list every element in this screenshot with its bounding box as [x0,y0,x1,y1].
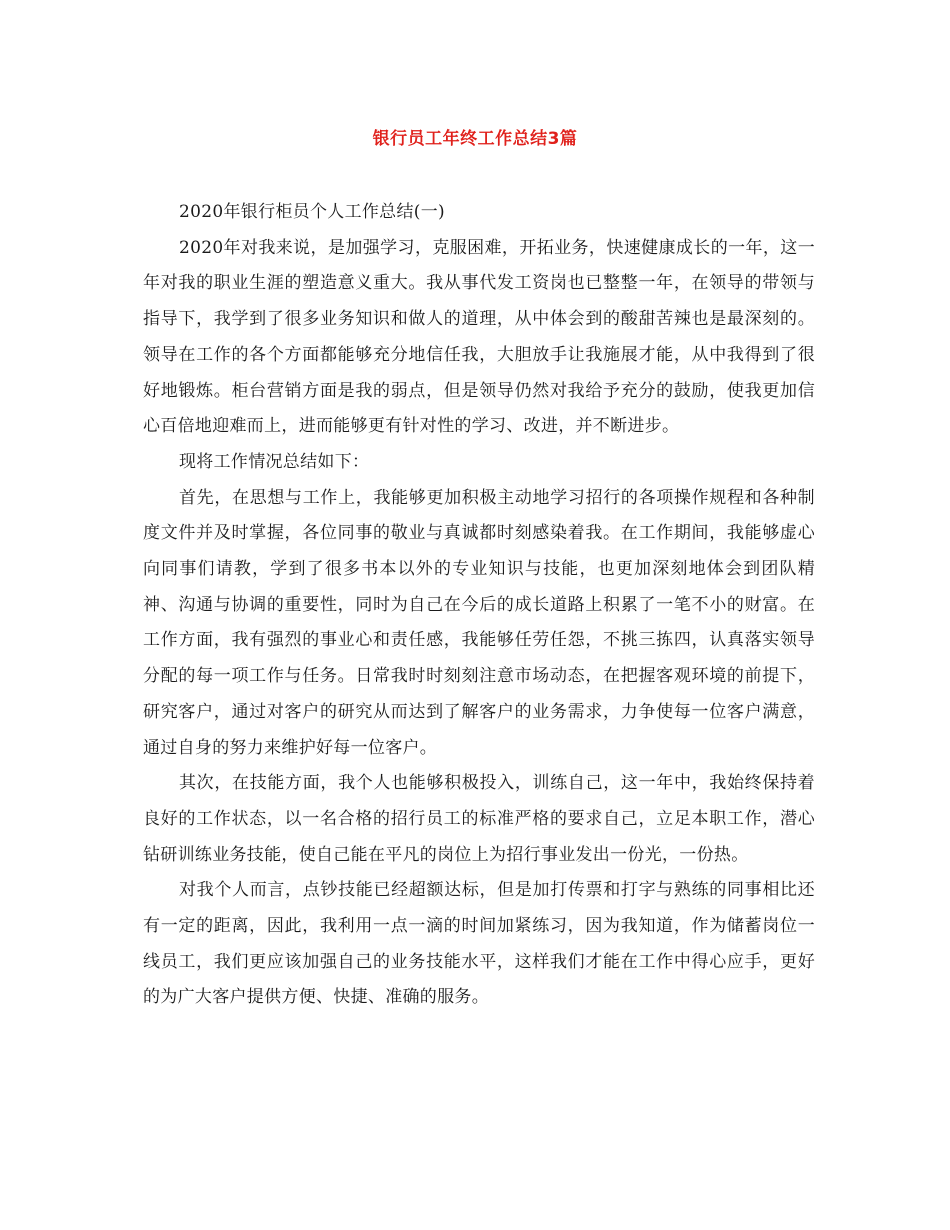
document-body [143,195,815,1016]
paragraph: 首先，在思想与工作上，我能够更加积极主动地学习招行的各项操作规程和各种制度文件并及时掌握，各位同事的敬业与真诚都时刻感染着我。在工作期间，我能够虚心向同事们请教，学到了很多书本以外的专业知识与技能，也更加深刻地体会到团队精神、沟通与协调的重要性，同时为自己在今后的成长道路上积累了一笔不小的财富。在工作方面，我有强烈的事业心和责任感，我能够任劳任怨，不挑三拣四，认真落实领导分配的每一项工作与任务。日常我时时刻刻注意市场动态，在把握客观环境的前提下，研究客户，通过对客户的研究从而达到了解客户的业务需求，力争使每一位客户满意，通过自身的努力来维护好每一位客户。 [143,487,815,758]
paragraph: 其次，在技能方面，我个人也能够积极投入，训练自己，这一年中，我始终保持着良好的工作状态，以一名合格的招行员工的标准严格的要求自己，立足本职工作，潜心钻研训练业务技能，使自己能在平凡的岗位上为招行事业发出一份光，一份热。 [143,773,815,865]
paragraph: 对我个人而言，点钞技能已经超额达标，但是加打传票和打字与熟练的同事相比还有一定的距离，因此，我利用一点一滴的时间加紧练习，因为我知道，作为储蓄岗位一线员工，我们更应该加强自己的业务技能水平，这样我们才能在工作中得心应手，更好的为广大客户提供方便、快捷、准确的服务。 [143,880,815,1008]
paragraph: 2020年对我来说，是加强学习，克服困难，开拓业务，快速健康成长的一年，这一年对我的职业生涯的塑造意义重大。我从事代发工资岗也已整整一年，在领导的带领与指导下，我学到了很多业务知识和做人的道理，从中体会到的酸甜苦辣也是最深刻的。领导在工作的各个方面都能够充分地信任我，大胆放手让我施展才能，从中我得到了很好地锻炼。柜台营销方面是我的弱点，但是领导仍然对我给予充分的鼓励，使我更加信心百倍地迎难而上，进而能够更有针对性的学习、改进，并不断进步。 [143,237,815,437]
document-title: 银行员工年终工作总结3篇 [372,129,578,149]
section-heading: 2020年银行柜员个人工作总结(一) [179,202,445,222]
paragraph: 现将工作情况总结如下： [179,451,370,472]
